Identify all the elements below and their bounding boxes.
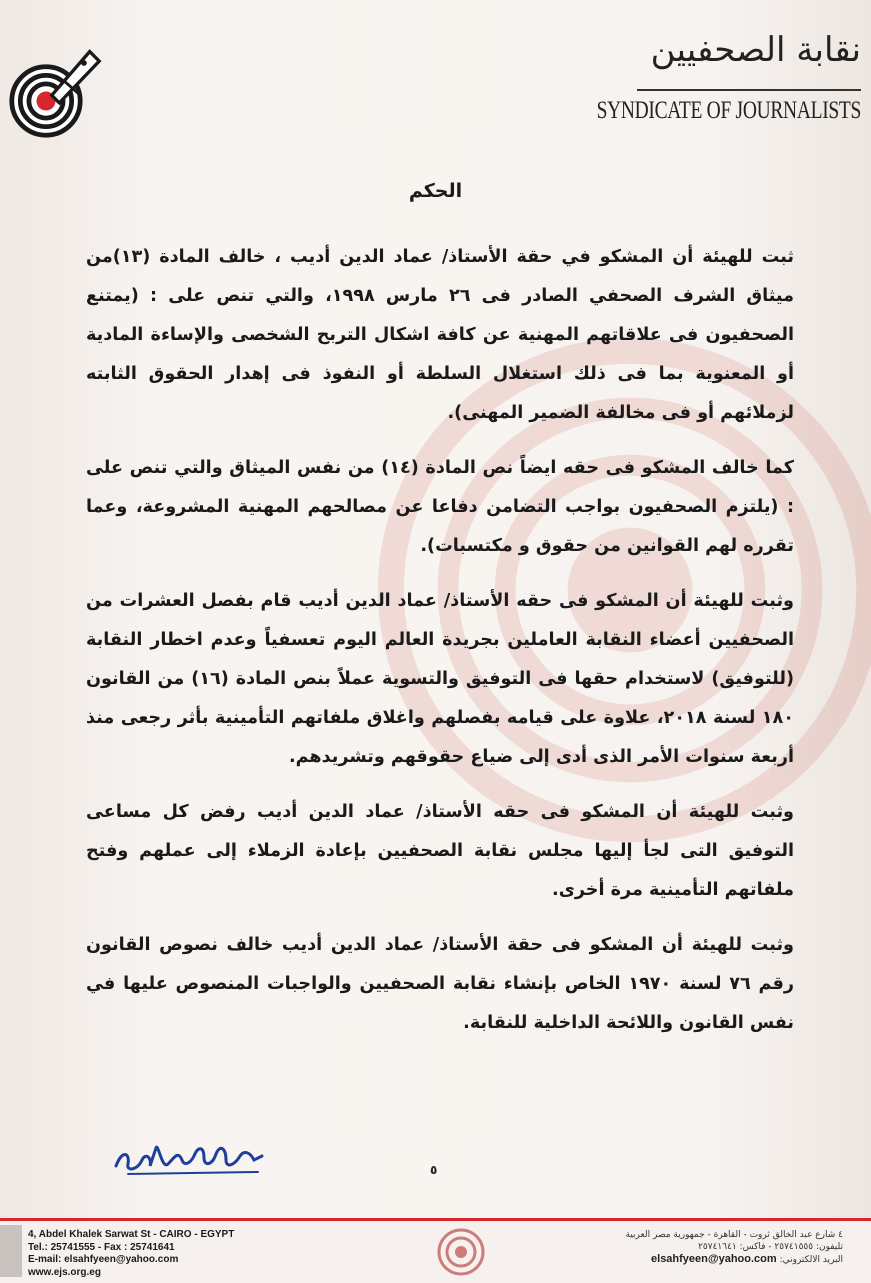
masthead-rule: [637, 89, 861, 91]
masthead: [596, 22, 865, 132]
handwritten-signature: [108, 1130, 268, 1182]
paragraph: وثبت للهيئة أن المشكو فى حقه الأستاذ/ عماد الدين أديب قام بفصل العشرات من الصحفيين أعضاء النقابة العاملين بجريدة العالم اليوم تعسفياً وعدم اخطار النقابة (للتوفيق) لاستخدام حقها فى التوفيق والتسوية عملاً بنص المادة (١٦) من القانون ١٨٠ لسنة ٢٠١٨، علاوة على قيامه بفصلهم واغلاق ملفاتهم التأمينية بأثر رجعى منذ أربعة سنوات الأمر الذى أدى إلى ضياع حقوقهم وتشريدهم.: [86, 591, 794, 767]
footer-email-row: [626, 1253, 843, 1266]
syndicate-logo-icon: [8, 44, 103, 139]
letterhead-footer: [0, 1218, 871, 1283]
paragraph: ثبت للهيئة أن المشكو في حقة الأستاذ/ عماد الدين أديب ، خالف المادة (١٣)من ميثاق الشرف الصحفي الصادر فى ٢٦ مارس ١٩٩٨، والتي تنص على : (يمتنع الصحفيون فى علاقاتهم المهنية عن كافة اشكال التربح الشخصى والإساءة المادية أو المعنوية بما فى ذلك استغلال السلطة أو النفوذ فى إهدار الحقوق الثابته لزملائهم أو فى مخالفة الضمير المهنى).: [86, 247, 794, 423]
paragraph: كما خالف المشكو فى حقه ايضاً نص المادة (١٤) من نفس الميثاق والتي تنص على : (يلتزم الصحفيون بواجب التضامن دفاعا عن مصالحهم المهنية المشروعة، وعما تقرره لهم القوانين من حقوق و مكتسبات).: [86, 458, 795, 556]
footer-phone-fax: Tel.: 25741555 - Fax : 25741641: [28, 1241, 175, 1253]
footer-address-ar: ٤ شارع عبد الخالق ثروت - القاهرة - جمهورية مصر العربية: [625, 1230, 843, 1240]
paragraph: وثبت للهيئة أن المشكو فى حقه الأستاذ/ عماد الدين أديب رفض كل مساعى التوفيق التى لجأ إليها مجلس نقابة الصحفيين بإعادة الزملاء إلى عملهم وفتح ملفاتهم التأمينية مرة أخرى.: [86, 802, 794, 900]
footer-english-contact: [28, 1229, 234, 1279]
paragraph: وثبت للهيئة أن المشكو فى حقة الأستاذ/ عماد الدين أديب خالف نصوص القانون رقم ٧٦ لسنة ١٩٧٠ الخاص بإنشاء نقابة الصحفيين والواجبات المنصوص عليها في نفس القانون واللائحة الداخلية للنقابة.: [86, 935, 794, 1033]
footer-email: E-mail: elsahfyeen@yahoo.com: [28, 1254, 179, 1265]
document-body: [86, 238, 794, 1043]
footer-website: www.ejs.org.eg: [28, 1266, 101, 1278]
footer-email-label-ar: البريد الالكتروني:: [779, 1255, 843, 1265]
footer-phone-fax-ar: تليفون: ٢٥٧٤١٥٥٥ - فاكس: ٢٥٧٤١٦٤١: [698, 1242, 843, 1252]
footer-emblem-icon: [436, 1227, 486, 1277]
footer-email-ar: elsahfyeen@yahoo.com: [651, 1253, 777, 1265]
footer-left-tab: [0, 1225, 22, 1277]
masthead-arabic-name: نقابة الصحفيين: [650, 30, 861, 70]
document-title: الحكم: [408, 180, 463, 202]
footer-address: 4, Abdel Khalek Sarwat St - CAIRO - EGYPT: [28, 1229, 235, 1240]
masthead-english-name: SYNDICATE OF JOURNALISTS: [596, 97, 861, 124]
page-number: ٥: [430, 1163, 438, 1177]
footer-arabic-contact: [626, 1229, 843, 1266]
